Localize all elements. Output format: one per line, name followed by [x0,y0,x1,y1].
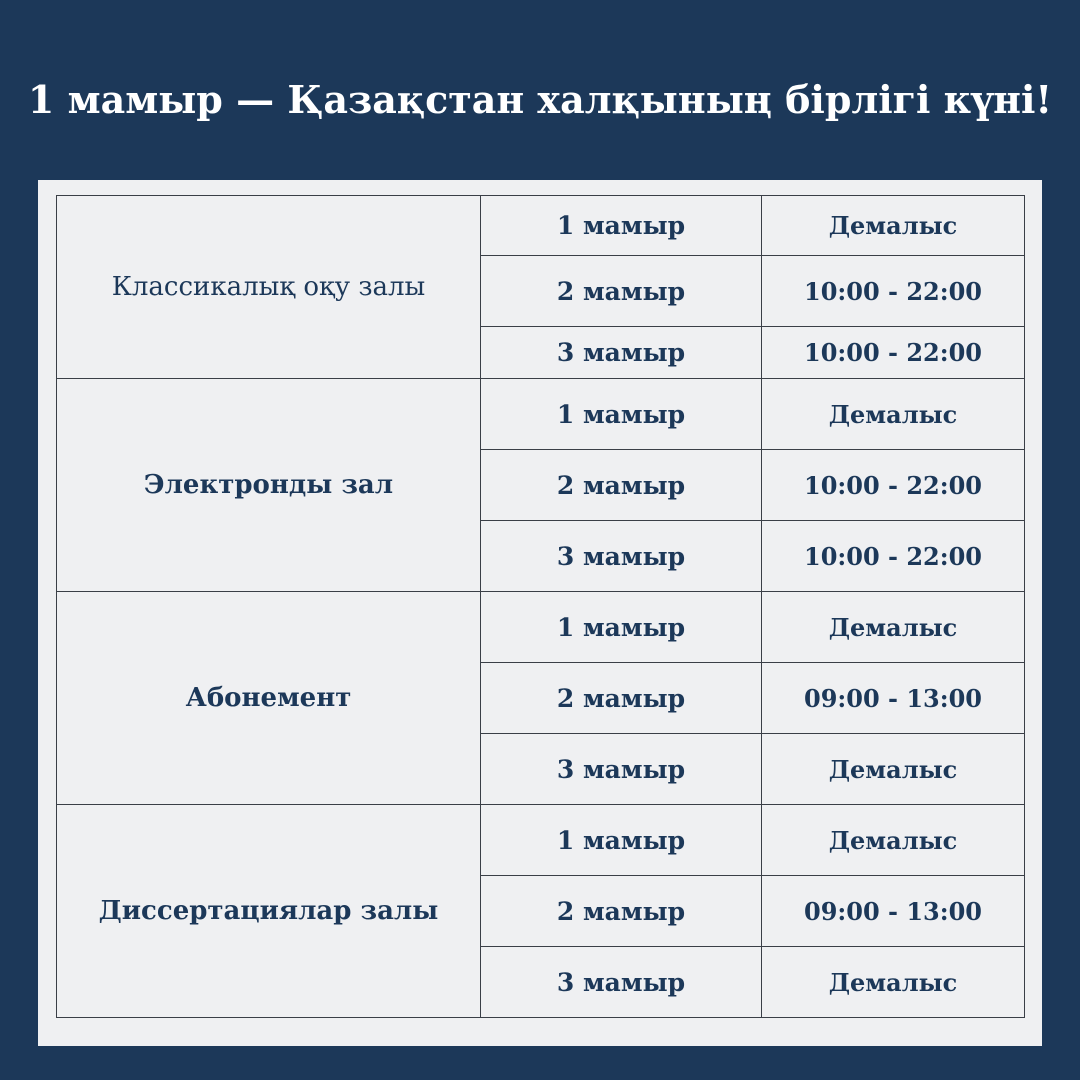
hours-cell: Демалыс [762,947,1025,1018]
hall-name-subscription: Абонемент [57,592,481,805]
hall-name-dissertations: Диссертациялар залы [57,805,481,1018]
day-cell: 1 мамыр [481,379,762,450]
hours-cell: 09:00 - 13:00 [762,876,1025,947]
table-row [57,592,1025,663]
day-cell: 3 мамыр [481,327,762,379]
day-cell: 1 мамыр [481,805,762,876]
schedule-table [56,195,1025,1018]
schedule-panel [38,180,1042,1046]
page-title: 1 мамыр — Қазақстан халқының бірлігі күні! [27,77,1053,122]
day-cell: 3 мамыр [481,521,762,592]
day-cell: 2 мамыр [481,663,762,734]
table-row [57,196,1025,256]
day-cell: 1 мамыр [481,196,762,256]
table-row [57,379,1025,450]
hours-cell: Демалыс [762,592,1025,663]
day-cell: 3 мамыр [481,734,762,805]
table-row [57,805,1025,876]
hours-cell: 10:00 - 22:00 [762,327,1025,379]
hours-cell: Демалыс [762,196,1025,256]
hall-name-classic-reading: Классикалық оқу залы [57,196,481,379]
day-cell: 2 мамыр [481,876,762,947]
day-cell: 1 мамыр [481,592,762,663]
hours-cell: Демалыс [762,805,1025,876]
hours-cell: 10:00 - 22:00 [762,450,1025,521]
day-cell: 2 мамыр [481,450,762,521]
day-cell: 3 мамыр [481,947,762,1018]
hours-cell: 09:00 - 13:00 [762,663,1025,734]
hours-cell: Демалыс [762,379,1025,450]
day-cell: 2 мамыр [481,256,762,327]
hours-cell: 10:00 - 22:00 [762,521,1025,592]
hours-cell: Демалыс [762,734,1025,805]
hall-name-electronic: Электронды зал [57,379,481,592]
hours-cell: 10:00 - 22:00 [762,256,1025,327]
